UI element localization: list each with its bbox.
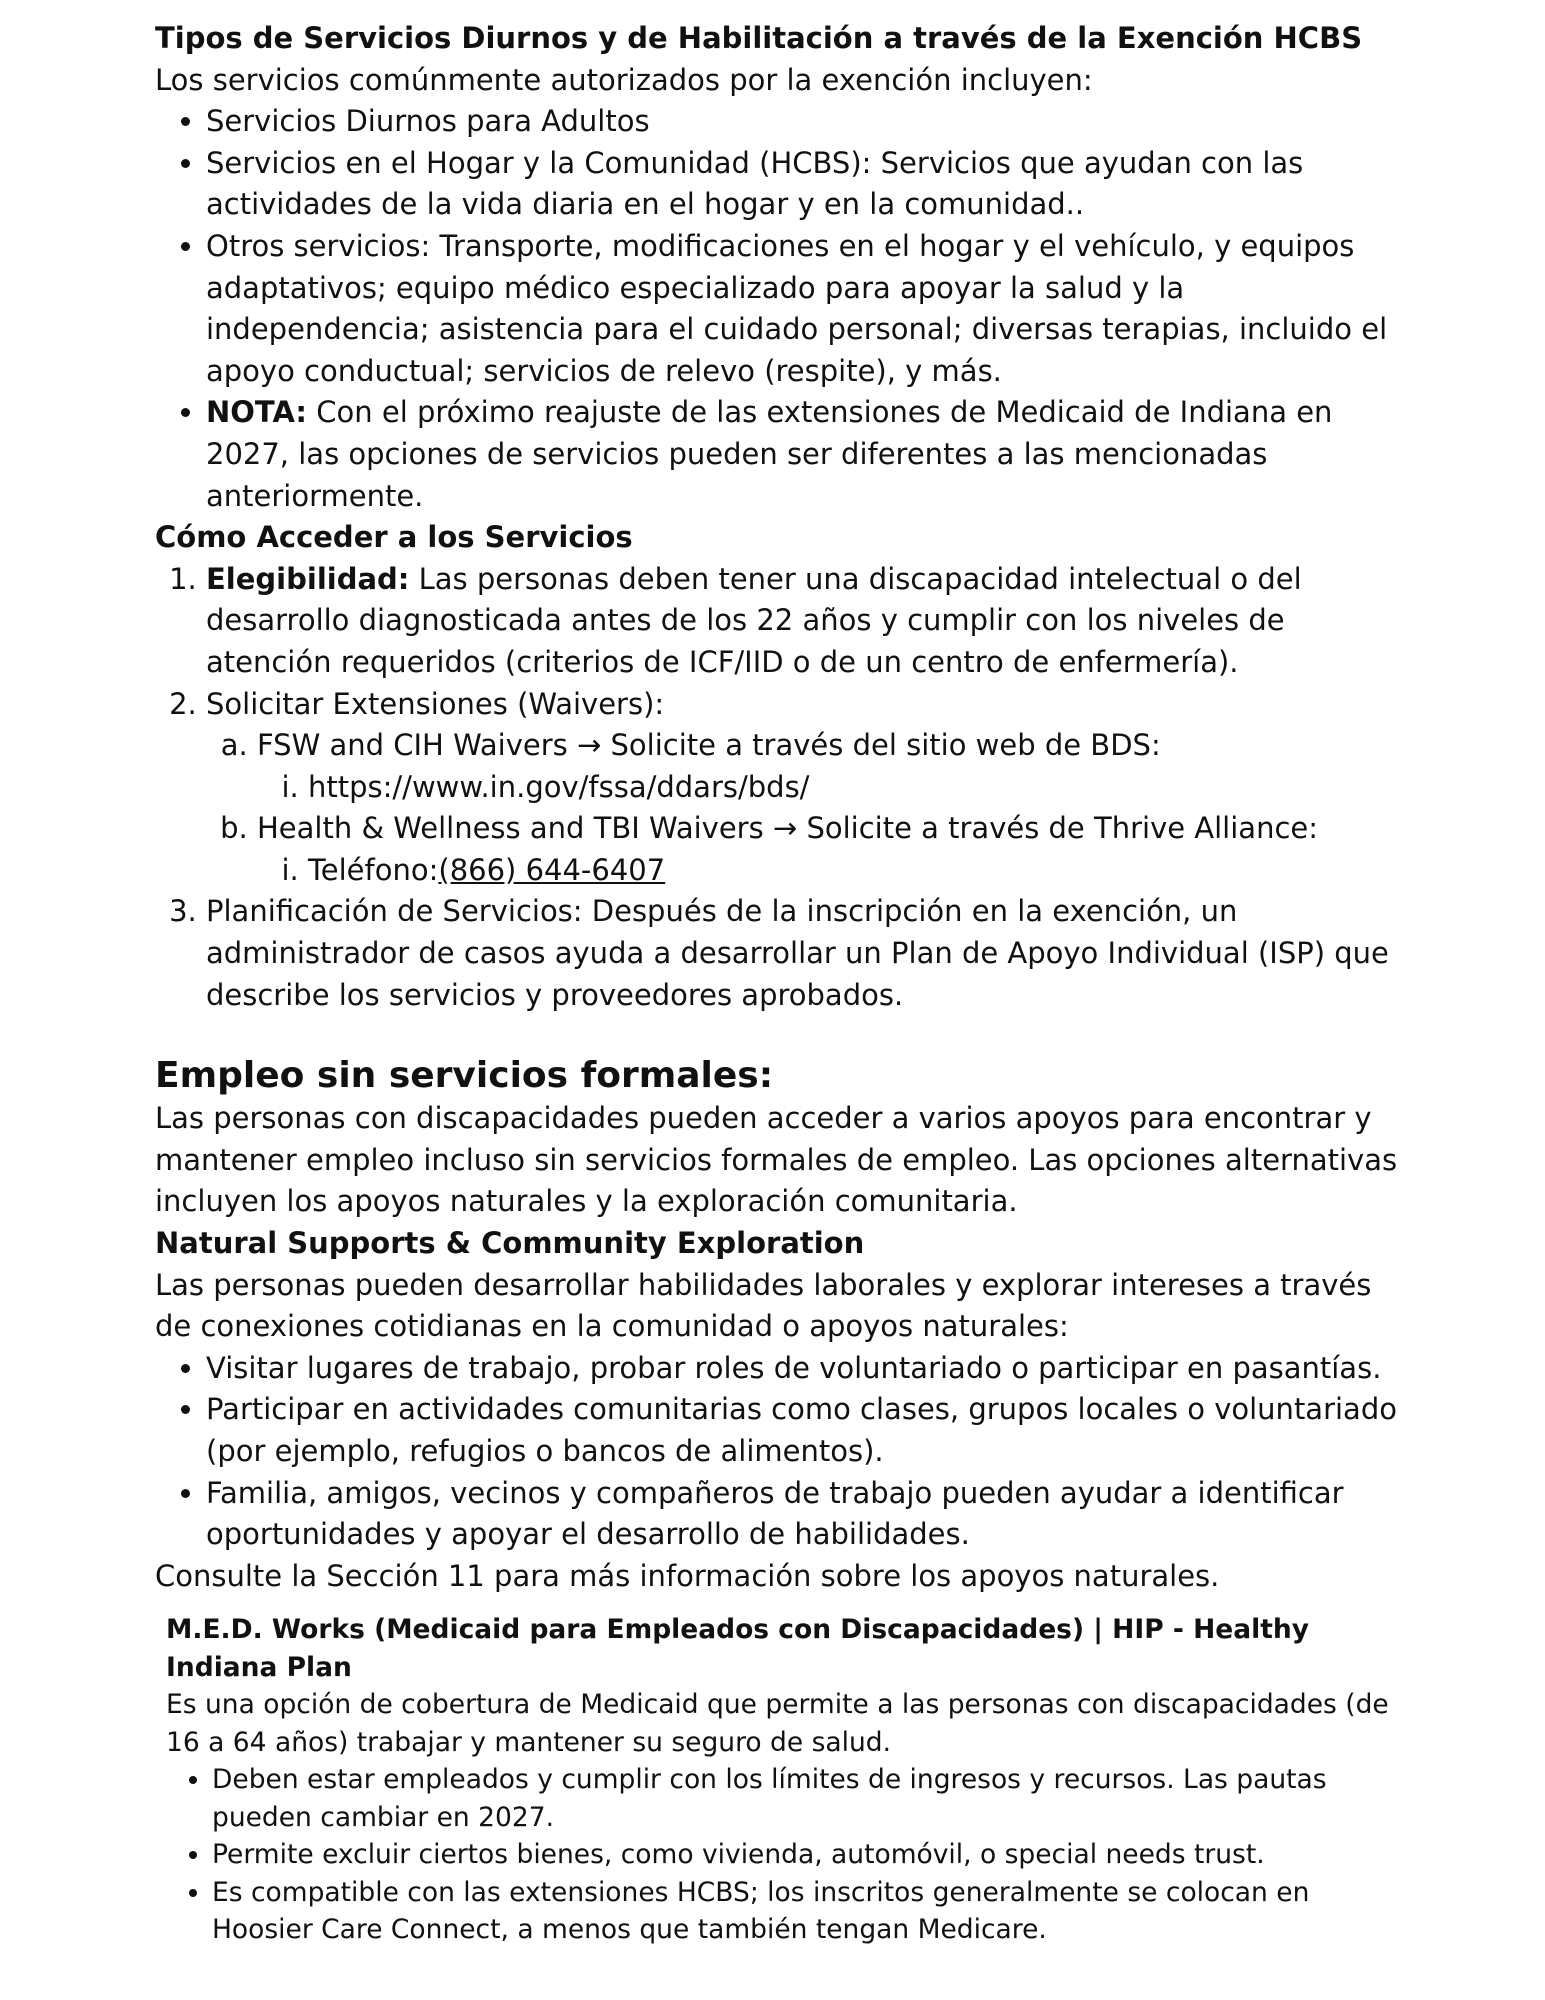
note-label: NOTA: bbox=[206, 395, 308, 430]
access-title: Cómo Acceder a los Servicios bbox=[155, 520, 633, 555]
list-item: • Servicios en el Hogar y la Comunidad (HCBS): Servicios que ayudan con las actividades de la vida diaria en el hogar y en la comunidad.. bbox=[206, 143, 1400, 226]
med-works-title: M.E.D. Works (Medicaid para Empleados con Discapacidades) | HIP - Healthy Indiana Plan bbox=[166, 1614, 1310, 1683]
bds-website-link[interactable]: i. https://www.in.gov/fssa/ddars/bds/ bbox=[308, 767, 1400, 809]
med-works-list bbox=[166, 1761, 1400, 1949]
document-page bbox=[155, 18, 1400, 1949]
step2a-text: FSW and CIH Waivers → Solicite a través del sitio web de BDS: bbox=[257, 728, 1161, 763]
list-item: • Participar en actividades comunitarias como clases, grupos locales o voluntariado (por ejemplo, refugios o bancos de alimentos). bbox=[206, 1389, 1400, 1472]
list-item: • Es compatible con las extensiones HCBS; los inscritos generalmente se colocan en Hoosier Care Connect, a menos que también tengan Medicare. bbox=[212, 1874, 1400, 1949]
step1-label: Elegibilidad: bbox=[206, 561, 410, 596]
list-item: • Deben estar empleados y cumplir con los límites de ingresos y recursos. Las pautas pueden cambiar en 2027. bbox=[212, 1761, 1400, 1836]
list-item: • Visitar lugares de trabajo, probar roles de voluntariado o participar en pasantías. bbox=[206, 1348, 1400, 1390]
empleo-intro: Las personas con discapacidades pueden acceder a varios apoyos para encontrar y mantener empleo incluso sin servicios formales de empleo. Las opciones alternativas incluyen los apoyos naturales y la exploración comunitaria. bbox=[155, 1101, 1398, 1219]
phone-link[interactable]: (866) 644-6407 bbox=[438, 852, 666, 887]
note-text: Con el próximo reajuste de las extensiones de Medicaid de Indiana en 2027, las opciones de servicios pueden ser diferentes a las mencionadas anteriormente. bbox=[206, 395, 1333, 513]
hcbs-title: Tipos de Servicios Diurnos y de Habilitación a través de la Exención HCBS bbox=[155, 21, 1363, 55]
fsw-details bbox=[257, 767, 1400, 809]
natural-supports-list bbox=[155, 1348, 1400, 1556]
waiver-option-hw bbox=[257, 808, 1400, 891]
empleo-title: Empleo sin servicios formales: bbox=[155, 1055, 774, 1097]
natural-supports-title: Natural Supports & Community Exploration bbox=[155, 1226, 865, 1261]
med-works-section bbox=[155, 1611, 1400, 1949]
step2-text: Solicitar Extensiones (Waivers): bbox=[206, 686, 665, 721]
step-planning: 3. Planificación de Servicios: Después de la inscripción en la exención, un administrador de casos ayuda a desarrollar un Plan de Apoyo Individual (ISP) que describe los servicios y proveedores aprobados. bbox=[206, 891, 1400, 1016]
phone-item bbox=[308, 850, 1400, 892]
list-item: • Servicios Diurnos para Adultos bbox=[206, 101, 1400, 143]
step1-text: Las personas deben tener una discapacidad intelectual o del desarrollo diagnosticada antes de los 22 años y cumplir con los niveles de atención requeridos (criterios de ICF/IID o de un centro de enfermería). bbox=[206, 561, 1302, 679]
natural-supports-intro: Las personas pueden desarrollar habilidades laborales y explorar intereses a través de conexiones cotidianas en la comunidad o apoyos naturales: bbox=[155, 1267, 1372, 1344]
list-item: • Familia, amigos, vecinos y compañeros de trabajo pueden ayudar a identificar oportunidades y apoyar el desarrollo de habilidades. bbox=[206, 1473, 1400, 1556]
hcbs-section bbox=[155, 18, 1400, 517]
access-steps bbox=[155, 559, 1400, 1017]
step-eligibility bbox=[206, 559, 1400, 684]
empleo-footer: Consulte la Sección 11 para más información sobre los apoyos naturales. bbox=[155, 1558, 1220, 1593]
access-section bbox=[155, 517, 1400, 1016]
empleo-section bbox=[155, 1054, 1400, 1597]
phone-label: Teléfono: bbox=[308, 852, 439, 887]
hcbs-list bbox=[155, 101, 1400, 517]
waiver-options bbox=[206, 725, 1400, 891]
hw-details bbox=[257, 850, 1400, 892]
hcbs-intro: Los servicios comúnmente autorizados por la exención incluyen: bbox=[155, 62, 1093, 97]
waiver-option-fsw bbox=[257, 725, 1400, 808]
med-works-intro: Es una opción de cobertura de Medicaid que permite a las personas con discapacidades (de 16 a 64 años) trabajar y mantener su seguro de salud. bbox=[166, 1689, 1389, 1758]
step2b-text: Health & Wellness and TBI Waivers → Solicite a través de Thrive Alliance: bbox=[257, 811, 1319, 846]
list-item: • Otros servicios: Transporte, modificaciones en el hogar y el vehículo, y equipos adaptativos; equipo médico especializado para apoyar la salud y la independencia; asistencia para el cuidado personal; diversas terapias, incluido el apoyo conductual; servicios de relevo (respite), y más. bbox=[206, 226, 1400, 392]
list-item: • Permite excluir ciertos bienes, como vivienda, automóvil, o special needs trust. bbox=[212, 1836, 1400, 1874]
list-item-note bbox=[206, 392, 1400, 517]
step-apply bbox=[206, 684, 1400, 892]
